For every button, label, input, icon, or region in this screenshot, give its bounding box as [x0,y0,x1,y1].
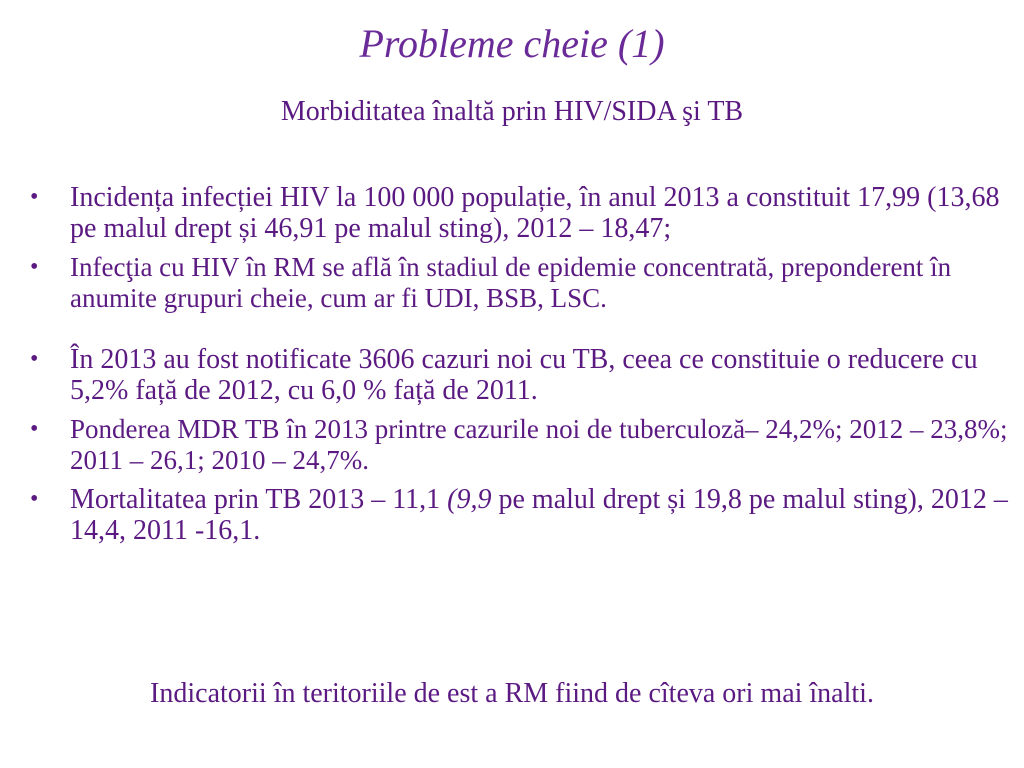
bullet-text [70,484,1008,546]
bullet-item [30,414,1015,476]
bullet-icon: • [30,254,39,280]
bullet-text: În 2013 au fost notificate 3606 cazuri noi cu TB, ceea ce constituie o reducere cu 5,2% față de 2012, cu 6,0 % față de 2011. [70,344,978,406]
bullet-item [30,252,1015,314]
bullet-text-part: Mortalitatea prin TB 2013 – 11,1 [70,484,448,515]
slide-title: Probleme cheie (1) [359,21,665,66]
bullet-icon: • [30,346,39,372]
bullet-text: Infecţia cu HIV în RM se află în stadiul de epidemie concentrată, preponderent în anumite grupuri cheie, cum ar fi UDI, BSB, LSC. [70,252,952,313]
bullet-list [30,182,1015,546]
bullet-text-part: pe malul drept și 19,8 pe malul sting), 2012 – 14,4, 2011 -16,1. [70,484,1008,546]
bullet-text: Incidența infecției HIV la 100 000 populație, în anul 2013 a constituit 17,99 (13,68 pe malul drept și 46,91 pe malul sting), 2012 – 18,47; [70,182,1000,244]
slide-footer-note: Indicatorii în teritoriile de est a RM fiind de cîteva ori mai înalti. [150,678,874,709]
bullet-icon: • [30,184,39,210]
bullet-text-italic: (9,9 [447,484,492,515]
bullet-item [30,484,1015,546]
bullet-icon: • [30,486,39,512]
slide-subtitle: Morbiditatea înaltă prin HIV/SIDA şi TB [280,96,744,127]
bullet-icon: • [30,416,39,442]
bullet-item [30,344,1015,406]
bullet-text: Ponderea MDR TB în 2013 printre cazurile noi de tuberculoză– 24,2%; 2012 – 23,8%; 2011 – 26,1; 2010 – 24,7%. [70,414,1008,475]
bullet-item [30,182,1015,244]
